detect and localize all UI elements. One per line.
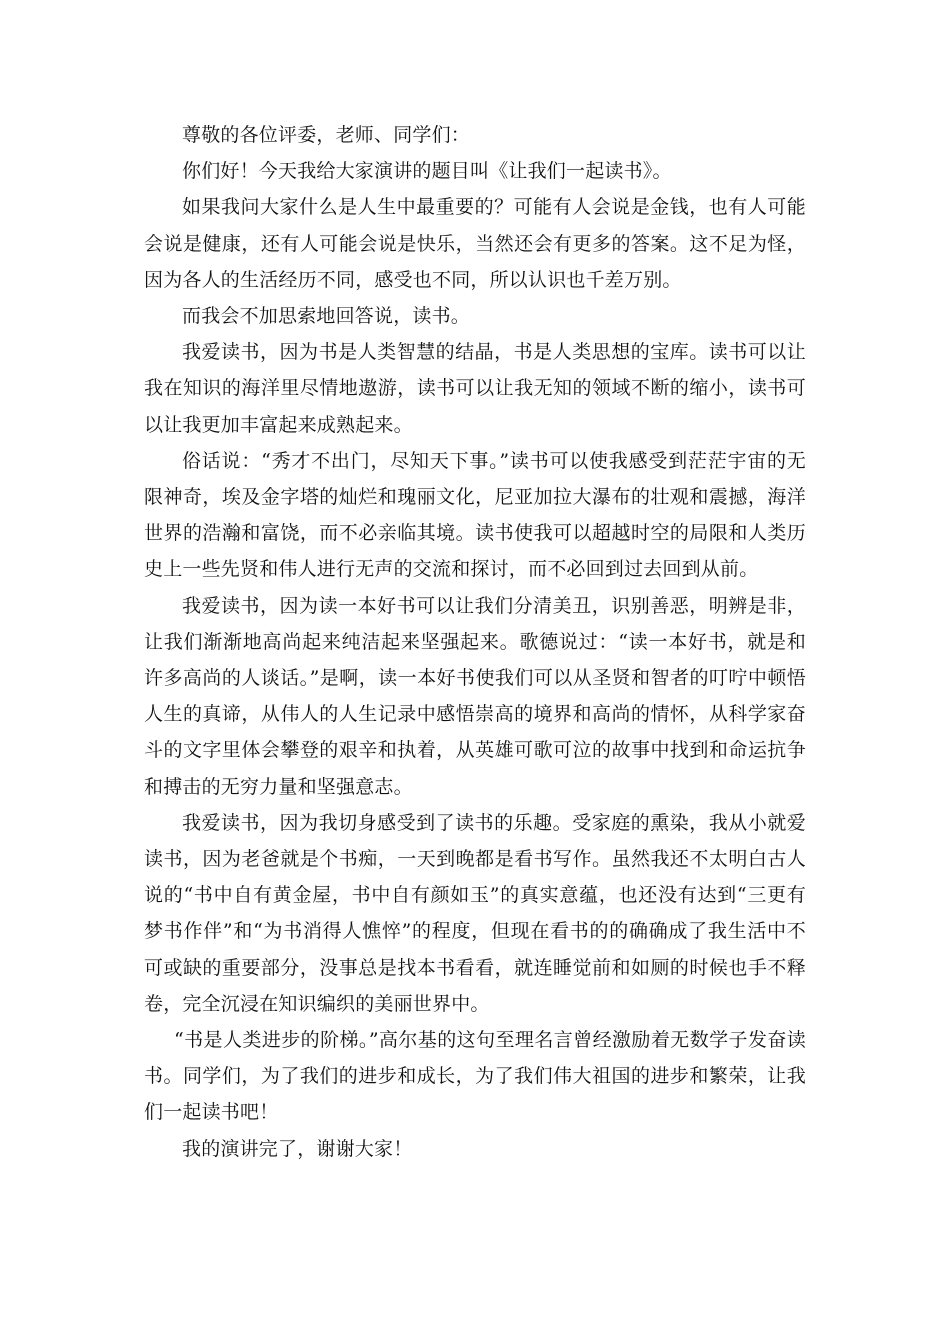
body-paragraph: 如果我问大家什么是人生中最重要的？可能有人会说是金钱，也有人可能会说是健康，还有人可能会说是快乐，当然还会有更多的答案。这不足为怪，因为各人的生活经历不同，感受也不同，所以认识也千差万别。: [144, 196, 806, 291]
body-paragraph: “书是人类进步的阶梯。”高尔基的这句至理名言曾经激励着无数学子发奋读书。同学们，为了我们的进步和成长，为了我们伟大祖国的进步和繁荣，让我们一起读书吧！: [144, 1029, 806, 1124]
body-paragraph: 我爱读书，因为我切身感受到了读书的乐趣。受家庭的熏染，我从小就爱读书，因为老爸就是个书痴，一天到晚都是看书写作。虽然我还不太明白古人说的“书中自有黄金屋，书中自有颜如玉”的真实意蕴，也还没有达到“三更有梦书作伴”和“为书消得人憔悴”的程度，但现在看书的的确确成了我生活中不可或缺的重要部分，没事总是找本书看看，就连睡觉前和如厕的时候也手不释卷，完全沉浸在知识编织的美丽世界中。: [144, 811, 806, 1015]
body-paragraph: 而我会不加思索地回答说，读书。: [182, 305, 471, 328]
body-paragraph: 我爱读书，因为读一本好书可以让我们分清美丑，识别善恶，明辨是非，让我们渐渐地高尚起来纯洁起来坚强起来。歌德说过：“读一本好书，就是和许多高尚的人谈话。”是啊，读一本好书使我们可以从圣贤和智者的叮咛中顿悟人生的真谛，从伟人的人生记录中感悟崇高的境界和高尚的情怀，从科学家奋斗的文字里体会攀登的艰辛和执着，从英雄可歌可泣的故事中找到和命运抗争和搏击的无穷力量和坚强意志。: [144, 594, 806, 798]
body-paragraph: 俗话说：“秀才不出门，尽知天下事。”读书可以使我感受到茫茫宇宙的无限神奇，埃及金字塔的灿烂和瑰丽文化，尼亚加拉大瀑布的壮观和震撼，海洋世界的浩瀚和富饶，而不必亲临其境。读书使我可以超越时空的局限和人类历史上一些先贤和伟人进行无声的交流和探讨，而不必回到过去回到从前。: [144, 449, 806, 581]
closing-paragraph: 我的演讲完了，谢谢大家！: [182, 1137, 413, 1160]
speech-body: [144, 117, 806, 1167]
greeting-paragraph: 你们好！今天我给大家演讲的题目叫《让我们一起读书》。: [182, 160, 672, 183]
salutation: 尊敬的各位评委，老师、同学们：: [182, 124, 471, 146]
body-paragraph: 我爱读书，因为书是人类智慧的结晶，书是人类思想的宝库。读书可以让我在知识的海洋里尽情地遨游，读书可以让我无知的领域不断的缩小，读书可以让我更加丰富起来成熟起来。: [144, 341, 806, 436]
